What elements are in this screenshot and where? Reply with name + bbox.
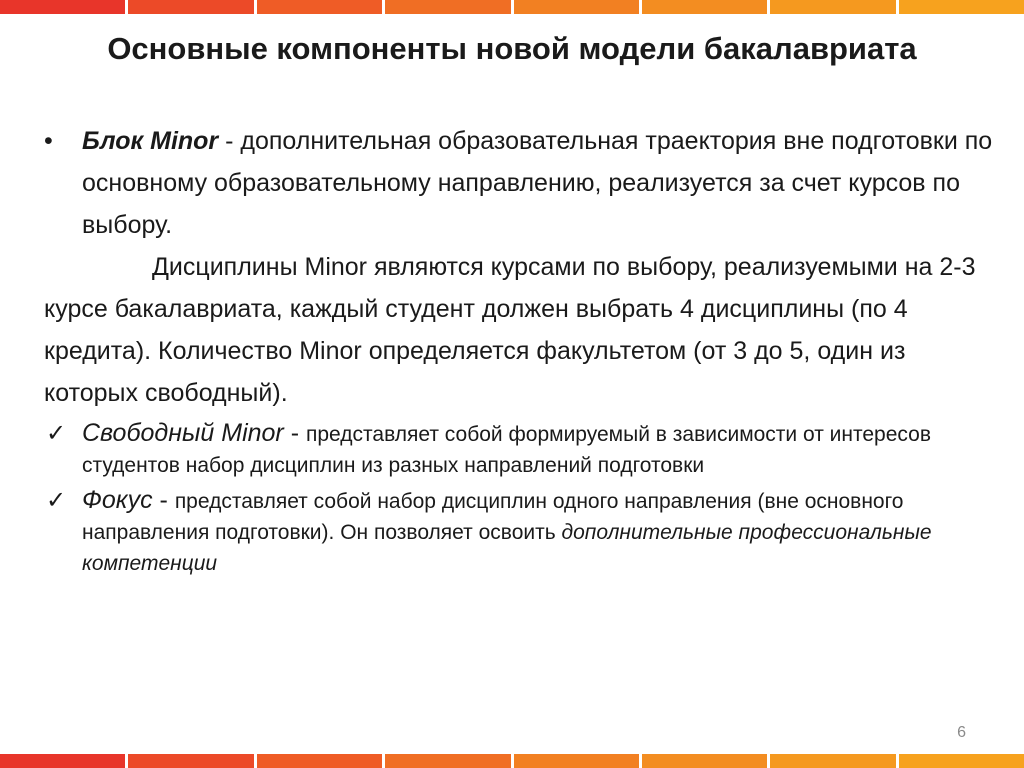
- bar-segment: [770, 0, 895, 14]
- slide-body: [44, 120, 994, 579]
- bullet-separator: -: [218, 127, 241, 155]
- bar-segment: [257, 754, 382, 768]
- bar-segment: [642, 754, 767, 768]
- check-item-separator: -: [152, 486, 175, 514]
- bar-segment: [514, 0, 639, 14]
- check-item-term: Свободный Minor: [82, 419, 284, 447]
- bullet-text: дополнительная образовательная траектория вне подготовки по основному образовательному направлению, реализуется за счет курсов по выбору.: [82, 127, 993, 239]
- bar-segment: [128, 0, 253, 14]
- check-item-text: представляет собой формируемый в зависимости от интересов студентов набор дисциплин из разных направлений подготовки: [82, 423, 931, 477]
- check-item-free-minor: [44, 418, 994, 481]
- check-item-focus: [44, 485, 994, 579]
- body-paragraph: Дисциплины Minor являются курсами по выбору, реализуемыми на 2-3 курсе бакалавриата, каждый студент должен выбрать 4 дисциплины (по 4 кредита). Количество Minor определяется факультетом (от 3 до 5, один из которых свободный).: [44, 253, 976, 407]
- check-item-term: Фокус: [82, 486, 153, 514]
- check-item-italic-tail: дополнительные профессиональные компетенции: [82, 521, 932, 575]
- check-item-text: представляет собой набор дисциплин одного направления (вне основного направления подготовки). Он позволяет освоить: [82, 490, 904, 544]
- bar-segment: [385, 754, 510, 768]
- bullet-item: [44, 120, 994, 246]
- bar-segment: [899, 754, 1024, 768]
- bullet-term: Блок Minor: [82, 127, 219, 155]
- slide-title: Основные компоненты новой модели бакалавриата: [107, 31, 917, 66]
- bar-segment: [899, 0, 1024, 14]
- bar-segment: [0, 754, 125, 768]
- page-number: 6: [957, 724, 966, 741]
- bar-segment: [385, 0, 510, 14]
- bottom-accent-bar: [0, 754, 1024, 768]
- bar-segment: [514, 754, 639, 768]
- bar-segment: [0, 0, 125, 14]
- checkmark-icon: ✓: [46, 420, 67, 447]
- checkmark-icon: ✓: [46, 487, 67, 514]
- bar-segment: [257, 0, 382, 14]
- top-accent-bar: [0, 0, 1024, 14]
- bar-segment: [642, 0, 767, 14]
- check-item-separator: -: [283, 419, 306, 447]
- bar-segment: [770, 754, 895, 768]
- bar-segment: [128, 754, 253, 768]
- bullet-icon: •: [44, 127, 53, 155]
